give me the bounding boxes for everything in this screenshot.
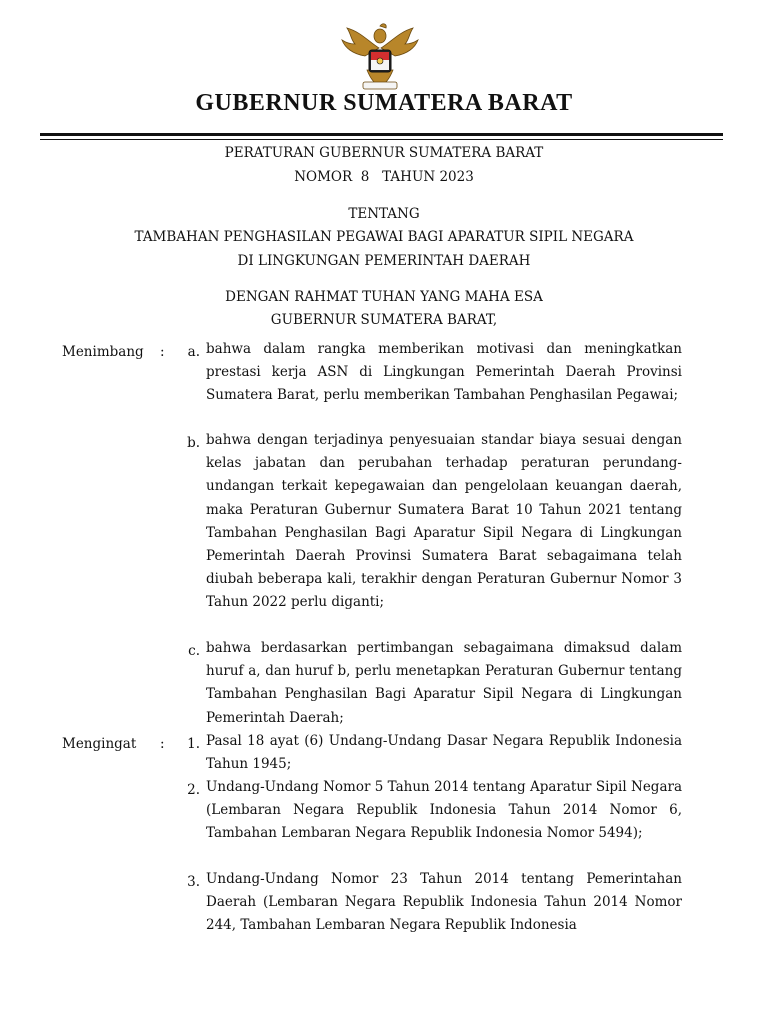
- garuda-emblem-icon: [339, 20, 421, 92]
- menimbang-item-mark: a.: [187, 344, 200, 360]
- mengingat-item-text: Undang-Undang Nomor 5 Tahun 2014 tentang Aparatur Sipil Negara (Lembaran Negara Republik Indonesia Tahun 2014 Nomor 6, Tambahan Lembaran Negara Republik Indonesia Nomor 5494);: [206, 779, 682, 842]
- menimbang-label: Menimbang: [62, 344, 144, 360]
- header-divider-thick: [40, 133, 723, 136]
- menimbang-item-text: bahwa berdasarkan pertimbangan sebagaimana dimaksud dalam huruf a, dan huruf b, perlu menetapkan Peraturan Gubernur tentang Tambahan Penghasilan Bagi Aparatur Sipil Negara di Lingkungan Pemerintah Daerah;: [206, 640, 682, 726]
- subject-line-2: DI LINGKUNGAN PEMERINTAH DAERAH: [237, 253, 531, 269]
- mengingat-item-mark: 1.: [187, 736, 200, 752]
- regulation-title: PERATURAN GUBERNUR SUMATERA BARAT: [224, 145, 544, 161]
- mengingat-item-mark: 3.: [187, 874, 200, 890]
- preamble-line-1: DENGAN RAHMAT TUHAN YANG MAHA ESA: [225, 289, 543, 305]
- subject-line-1: TAMBAHAN PENGHASILAN PEGAWAI BAGI APARATUR SIPIL NEGARA: [134, 229, 634, 245]
- mengingat-item-text: Pasal 18 ayat (6) Undang-Undang Dasar Negara Republik Indonesia Tahun 1945;: [206, 733, 682, 773]
- regulation-number: NOMOR 8 TAHUN 2023: [294, 169, 474, 185]
- preamble-line-2: GUBERNUR SUMATERA BARAT,: [270, 312, 498, 328]
- mengingat-label: Mengingat: [62, 736, 137, 752]
- mengingat-item-mark: 2.: [187, 782, 200, 798]
- menimbang-item-text: bahwa dalam rangka memberikan motivasi dan meningkatkan prestasi kerja ASN di Lingkungan Pemerintah Daerah Provinsi Sumatera Barat, perlu memberikan Tambahan Penghasilan Pegawai;: [206, 341, 682, 404]
- header-divider-thin: [40, 139, 723, 140]
- tentang-label: TENTANG: [348, 206, 420, 222]
- mengingat-item-text: Undang-Undang Nomor 23 Tahun 2014 tentang Pemerintahan Daerah (Lembaran Negara Republik Indonesia Tahun 2014 Nomor 244, Tambahan Lembaran Negara Republik Indonesia: [206, 871, 682, 934]
- mengingat-colon: :: [160, 736, 165, 752]
- menimbang-item-text: bahwa dengan terjadinya penyesuaian standar biaya sesuai dengan kelas jabatan dan perubahan terhadap peraturan perundang-undangan terkait kepegawaian dan pengelolaan keuangan daerah, maka Peraturan Gubernur Sumatera Barat 10 Tahun 2021 tentang Tambahan Penghasilan Bagi Aparatur Sipil Negara di Lingkungan Pemerintah Daerah Provinsi Sumatera Barat sebagaimana telah diubah beberapa kali, terakhir dengan Peraturan Gubernur Nomor 3 Tahun 2022 perlu diganti;: [206, 432, 682, 611]
- governor-heading: GUBERNUR SUMATERA BARAT: [195, 90, 573, 116]
- menimbang-item-mark: b.: [187, 435, 200, 451]
- menimbang-item-mark: c.: [188, 643, 200, 659]
- menimbang-colon: :: [160, 344, 165, 360]
